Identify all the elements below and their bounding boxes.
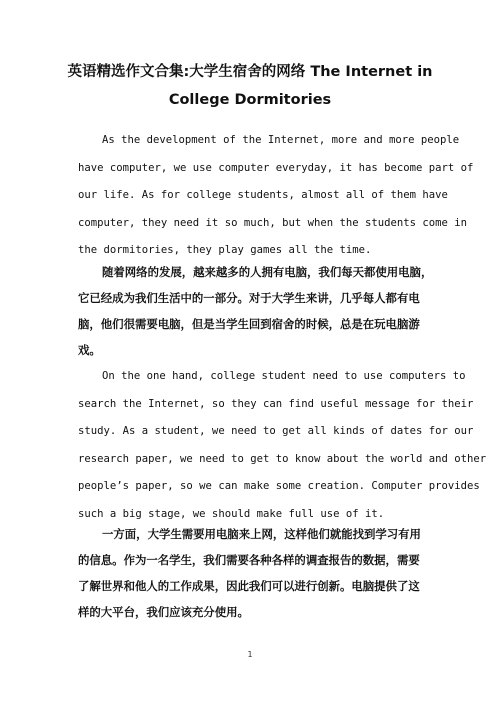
- text-line: 样的大平台，我们应该充分使用。: [78, 605, 249, 619]
- text-line: our life. As for college students, almost all of them have: [78, 189, 448, 201]
- text-line: study. As a student, we need to get all kinds of dates for our: [78, 425, 474, 437]
- text-line: 一方面，大学生需要用电脑来上网，这样他们就能找到学习有用: [102, 527, 421, 541]
- text-line: 随着网络的发展，越来越多的人拥有电脑，我们每天都使用电脑，: [102, 265, 433, 279]
- text-line: 脑，他们很需要电脑，但是当学生回到宿舍的时候，总是在玩电脑游: [78, 317, 420, 331]
- text-line: have computer, we use computer everyday, it has become part of: [78, 161, 474, 174]
- text-line: 的信息。作为一名学生，我们需要各种各样的调查报告的数据，需要: [78, 553, 420, 567]
- text-line: people’s paper, so we can make some creation. Computer provides: [78, 480, 480, 492]
- document-title: [40, 58, 460, 114]
- text-line: research paper, we need to get to know about the world and other: [78, 452, 487, 465]
- page-number: 1: [247, 650, 253, 659]
- text-line: such a big stage, we should make full use of it.: [78, 507, 385, 520]
- paragraph-chinese-2: [78, 521, 444, 625]
- title-line-1: 英语精选作文合集:大学生宿舍的网络 The Internet in: [67, 64, 433, 80]
- text-line: 了解世界和他人的工作成果，因此我们可以进行创新。电脑提供了这: [78, 579, 420, 593]
- paragraph-chinese-1: [78, 259, 444, 363]
- paragraph-english-1: [78, 127, 474, 265]
- paragraph-english-2: [78, 363, 487, 528]
- text-line: 它已经成为我们生活中的一部分。对于大学生来讲，几乎每人都有电: [78, 291, 420, 305]
- text-line: search the Internet, so they can find useful message for their: [78, 397, 474, 410]
- text-line: computer, they need it so much, but when the students come in: [78, 216, 468, 229]
- title-line-2: College Dormitories: [168, 92, 332, 108]
- text-line: the dormitories, they play games all the time.: [78, 244, 372, 256]
- text-line: As the development of the Internet, more and more people: [102, 134, 460, 146]
- text-line: On the one hand, college student need to use computers to: [102, 370, 466, 382]
- text-line: 戏。: [78, 343, 101, 357]
